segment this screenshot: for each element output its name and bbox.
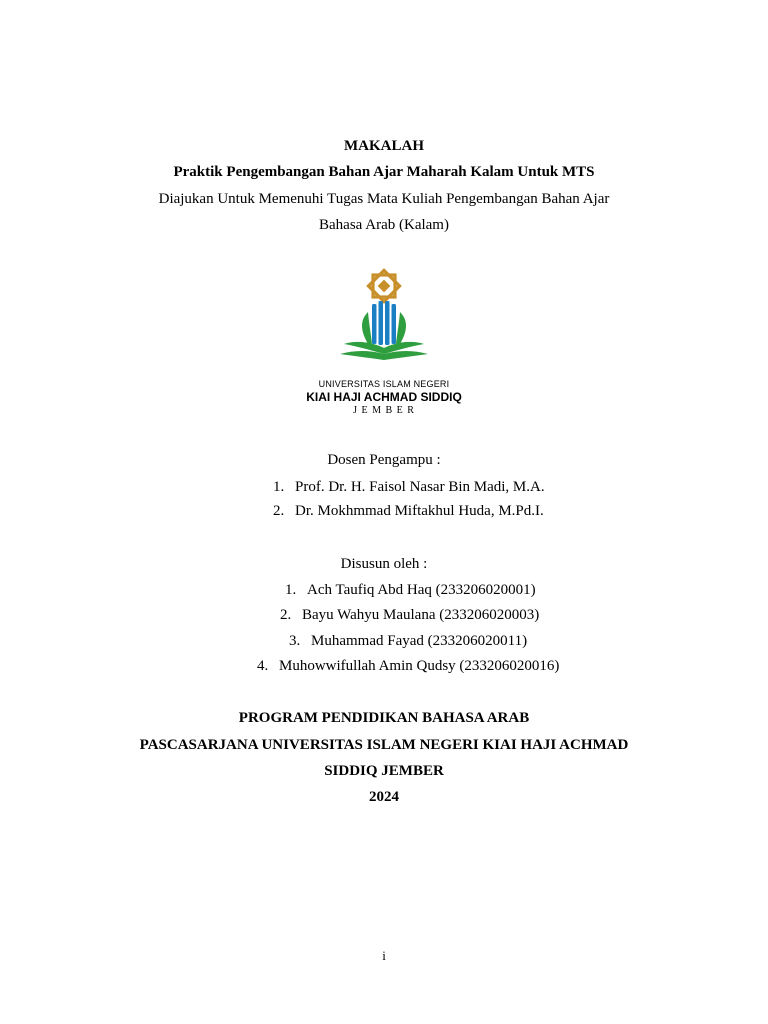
author-item xyxy=(280,607,539,624)
author-name: Bayu Wahyu Maulana (233206020003) xyxy=(302,607,540,623)
logo-text-line3: J E M B E R xyxy=(353,405,415,416)
ornament-star-icon xyxy=(368,270,399,301)
university-logo-emblem xyxy=(338,268,430,364)
open-book-leaves-icon xyxy=(340,312,428,360)
author-name: Ach Taufiq Abd Haq (233206020001) xyxy=(307,582,536,598)
year: 2024 xyxy=(369,789,399,805)
document-type: MAKALAH xyxy=(344,138,424,154)
pillars-icon xyxy=(372,301,396,345)
institution-line1: PASCASARJANA UNIVERSITAS ISLAM NEGERI KIAI HAJI ACHMAD xyxy=(139,737,629,753)
author-name: Muhowwifullah Amin Qudsy (233206020016) xyxy=(279,658,560,674)
document-subtitle-line1: Diajukan Untuk Memenuhi Tugas Mata Kuliah Pengembangan Bahan Ajar xyxy=(158,191,610,207)
lecturer-name: Dr. Mokhmmad Miftakhul Huda, M.Pd.I. xyxy=(295,503,544,519)
list-number: 2. xyxy=(273,503,285,519)
author-item xyxy=(285,582,536,599)
program-name: PROGRAM PENDIDIKAN BAHASA ARAB xyxy=(238,710,530,726)
list-number: 3. xyxy=(289,633,301,649)
authors-heading: Disusun oleh : xyxy=(340,556,428,572)
document-title: Praktik Pengembangan Bahan Ajar Maharah Kalam Untuk MTS xyxy=(173,164,595,180)
author-name: Muhammad Fayad (233206020011) xyxy=(311,633,528,649)
logo-text-line1: UNIVERSITAS ISLAM NEGERI xyxy=(318,379,450,389)
institution-line2: SIDDIQ JEMBER xyxy=(324,763,444,779)
list-number: 1. xyxy=(285,582,297,598)
logo-text-line2: KIAI HAJI ACHMAD SIDDIQ xyxy=(306,390,462,404)
lecturer-name: Prof. Dr. H. Faisol Nasar Bin Madi, M.A. xyxy=(295,479,545,495)
lecturer-item xyxy=(273,503,544,520)
document-subtitle-line2: Bahasa Arab (Kalam) xyxy=(319,217,449,233)
author-item xyxy=(289,633,527,650)
list-number: 1. xyxy=(273,479,285,495)
list-number: 4. xyxy=(257,658,269,674)
lecturer-item xyxy=(273,479,545,496)
author-item xyxy=(257,658,559,675)
page-number: i xyxy=(382,948,386,963)
list-number: 2. xyxy=(280,607,292,623)
lecturers-heading: Dosen Pengampu : xyxy=(327,452,441,468)
